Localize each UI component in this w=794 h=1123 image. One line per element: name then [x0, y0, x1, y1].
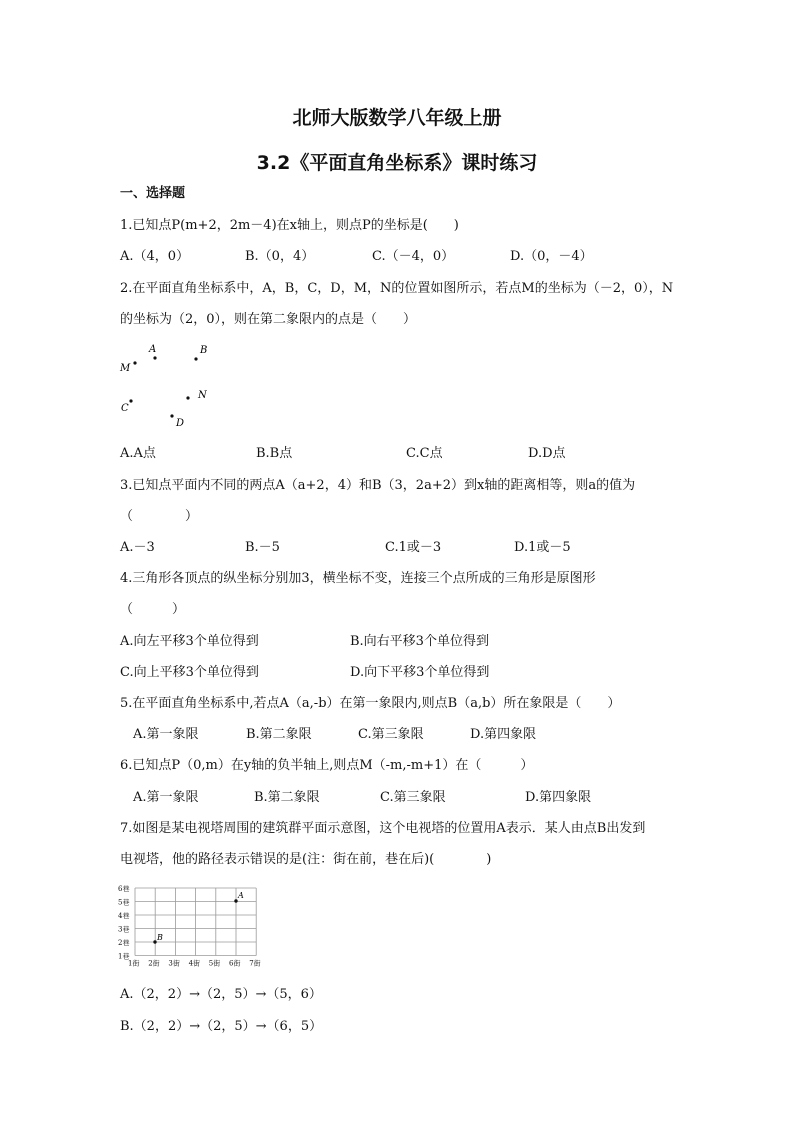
point-a	[153, 356, 156, 359]
point-b	[194, 357, 197, 360]
q3-stem-line1: 3.已知点平面内不同的两点A（a+2，4）和B（3，2a+2）到x轴的距离相等，则a的值为	[120, 478, 636, 493]
q7-street-grid-figure	[118, 884, 268, 970]
q3-option-d: D.1或－5	[514, 540, 571, 555]
q2-option-c: C.C点	[406, 446, 443, 461]
grid-row-label: 4巷	[118, 912, 130, 920]
grid-col-label: 5街	[208, 959, 221, 968]
q3-option-a: A.－3	[120, 540, 155, 555]
q4-option-a: A.向左平移3个单位得到	[120, 634, 259, 649]
q2-point-figure	[118, 340, 214, 430]
q4-option-c: C.向上平移3个单位得到	[120, 665, 259, 680]
q2-option-b: B.B点	[256, 446, 293, 461]
grid-col-label: 1街	[128, 959, 140, 968]
q2-stem-line2: 的坐标为（2，0），则在第二象限内的点是（ ）	[120, 312, 417, 327]
label-a: A	[238, 891, 244, 900]
q5-option-b: B.第二象限	[246, 727, 312, 742]
grid-col-label: 6街	[229, 959, 241, 968]
point-c	[129, 399, 132, 402]
q1-option-d: D.（0，－4）	[510, 249, 593, 264]
section-heading: 一、选择题	[120, 186, 186, 201]
q7-stem-line1: 7.如图是某电视塔周围的建筑群平面示意图，这个电视塔的位置用A表示．某人由点B出发到	[120, 821, 646, 836]
q6-option-a: A.第一象限	[133, 790, 199, 805]
label-d: D	[176, 418, 185, 429]
q6-stem: 6.已知点P（0,m）在y轴的负半轴上,则点M（-m,-m+1）在（ ）	[120, 758, 534, 773]
grid-row-label: 5巷	[118, 898, 130, 907]
q5-option-c: C.第三象限	[358, 727, 424, 742]
label-c: C	[121, 403, 129, 414]
q5-option-d: D.第四象限	[470, 727, 537, 742]
point-d	[170, 414, 173, 417]
q7-option-b: B.（2，2）→（2，5）→（6，5）	[120, 1019, 323, 1034]
q4-option-b: B.向右平移3个单位得到	[350, 634, 489, 649]
point-m	[133, 361, 136, 364]
q2-option-d: D.D点	[528, 446, 566, 461]
q3-option-b: B.－5	[245, 540, 280, 555]
grid-row-label: 3巷	[118, 925, 130, 934]
grid-col-label: 4街	[188, 959, 201, 968]
q1-option-a: A.（4，0）	[120, 249, 190, 264]
q1-option-b: B.（0，4）	[245, 249, 315, 264]
q1-stem: 1.已知点P(m+2，2m－4)在x轴上，则点P的坐标是( )	[120, 218, 459, 233]
label-b: B	[157, 933, 163, 942]
q3-stem-line2: （ ）	[120, 509, 199, 524]
q6-option-b: B.第二象限	[254, 790, 320, 805]
grid-col-label: 2街	[148, 959, 160, 968]
label-m: M	[120, 363, 131, 374]
q2-option-a: A.A点	[120, 446, 156, 461]
q7-option-a: A.（2，2）→（2，5）→（5，6）	[120, 987, 322, 1002]
document-title: 北师大版数学八年级上册	[292, 107, 502, 129]
grid-col-label: 3街	[168, 959, 180, 968]
document-subtitle: 3.2《平面直角坐标系》课时练习	[256, 152, 538, 174]
point-n	[186, 396, 189, 399]
q5-stem: 5.在平面直角坐标系中,若点A（a,-b）在第一象限内,则点B（a,b）所在象限是（ ）	[120, 696, 621, 711]
q6-option-c: C.第三象限	[380, 790, 446, 805]
label-a: A	[149, 344, 157, 355]
grid-row-label: 1巷	[118, 952, 130, 961]
q7-stem-line2: 电视塔，他的路径表示错误的是(注：街在前，巷在后)( )	[120, 852, 492, 867]
label-n: N	[198, 390, 207, 401]
grid-row-label: 2巷	[118, 939, 130, 947]
grid-col-label: 7街	[249, 959, 261, 968]
q6-option-d: D.第四象限	[525, 790, 592, 805]
q4-stem-line2: （ ）	[120, 602, 186, 617]
q1-option-c: C.（－4，0）	[372, 249, 455, 264]
grid-row-label: 6巷	[118, 885, 130, 893]
q5-option-a: A.第一象限	[133, 727, 199, 742]
label-b: B	[200, 345, 208, 356]
q4-stem-line1: 4.三角形各顶点的纵坐标分别加3，横坐标不变，连接三个点所成的三角形是原图形	[120, 571, 596, 586]
q2-stem-line1: 2.在平面直角坐标系中，A，B，C，D，M，N的位置如图所示，若点M的坐标为（－2，0），N	[120, 281, 674, 296]
q4-option-d: D.向下平移3个单位得到	[350, 665, 490, 680]
q3-option-c: C.1或－3	[385, 540, 442, 555]
